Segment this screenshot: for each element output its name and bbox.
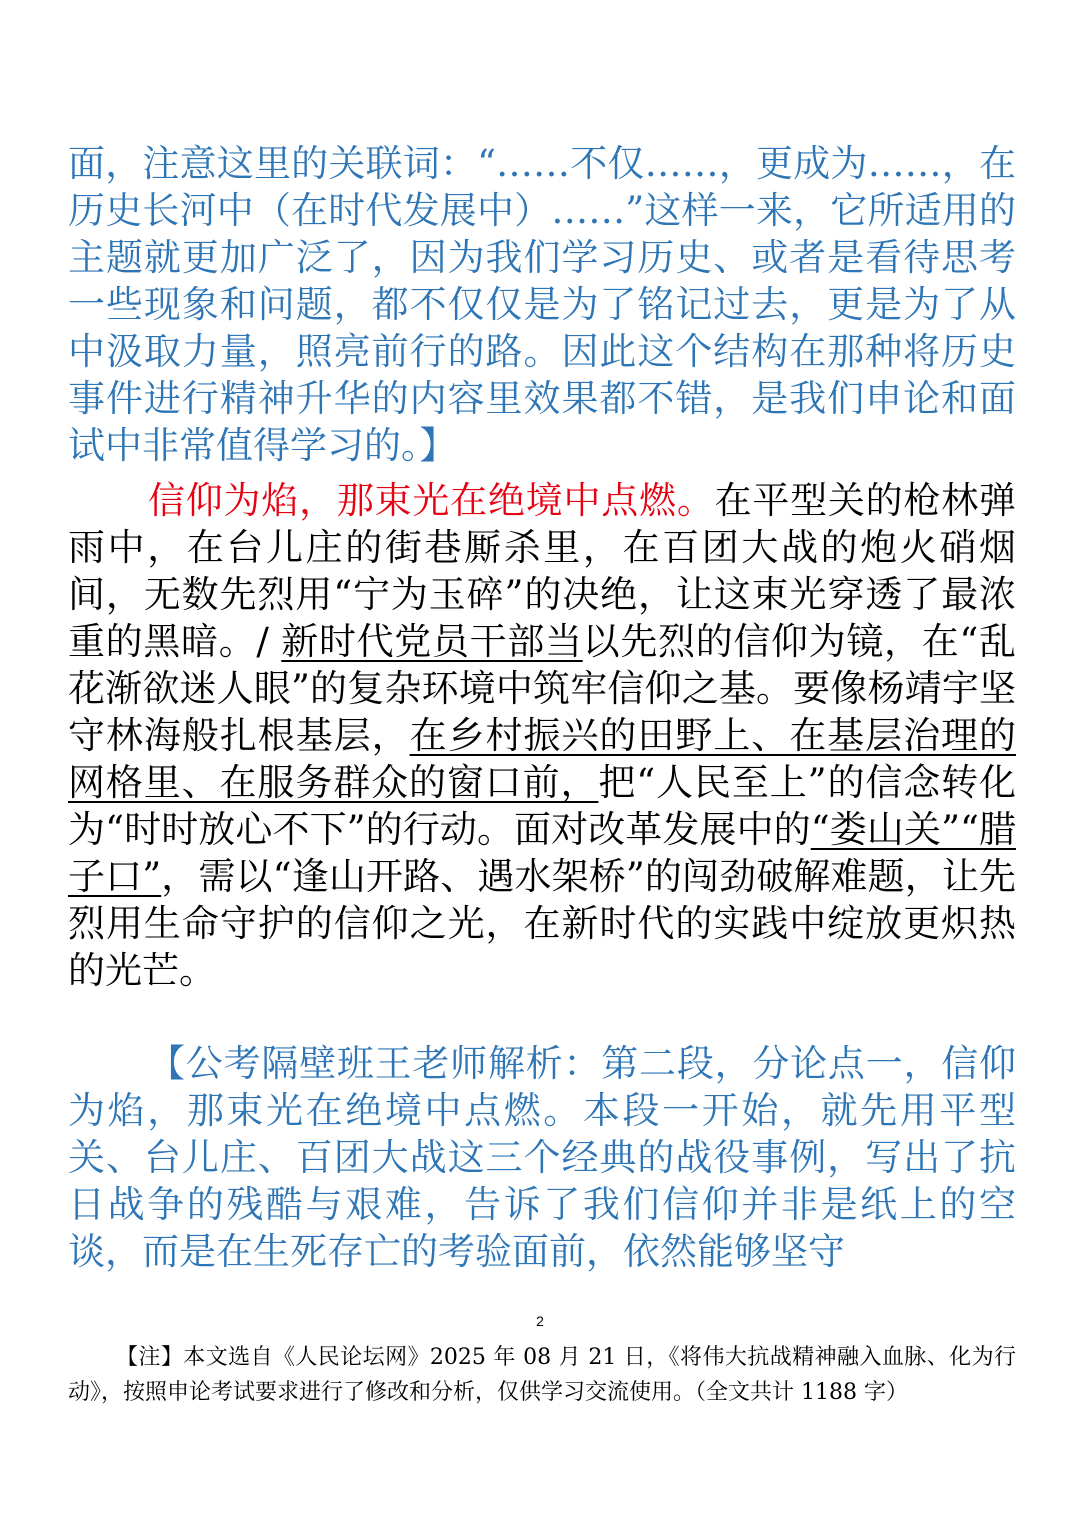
underlined-phrase-c: “娄山关”“腊子口”: [68, 808, 1016, 898]
body-text-a: 在平型关的枪林弹雨中，在台儿庄的街巷厮杀里，在百团大战的炮火硝烟间，无数先烈用“宁为玉碎”的决绝，让这束光穿透了最浓重的黑暗。/: [68, 479, 1017, 663]
body-text-b: 以先烈的信仰为镜，在“乱花渐欲迷人眼”的复杂环境中筑牢信仰之基。要像杨靖宇坚守林海般扎根基层，: [68, 620, 1016, 757]
page-number: 2: [536, 1313, 544, 1329]
footnote: 【注】本文选自《人民论坛网》2025 年 08 月 21 日，《将伟大抗战精神融入血脉、化为行动》，按照申论考试要求进行了修改和分析，仅供学习交流使用。（全文共计 1188 字）: [68, 1345, 1016, 1405]
sub-argument-heading: 信仰为焰，那束光在绝境中点燃。: [148, 479, 715, 522]
analysis-text: 【公考隔壁班王老师解析：第二段，分论点一，信仰为焰，那束光在绝境中点燃。本段一开始，就先用平型关、台儿庄、百团大战这三个经典的战役事例，写出了抗日战争的残酷与艰难，告诉了我们信仰并非是纸上的空谈，而是在生死存亡的考验面前，依然能够坚守: [68, 1042, 1016, 1273]
body-paragraph: [68, 477, 1016, 994]
analysis-paragraph-continued: [68, 140, 1016, 469]
body-text-c: 把“人民至上”的信念转化为“时时放心不下”的行动。面对改革发展中的: [68, 761, 1017, 851]
underlined-phrase-b: 在乡村振兴的田野上、在基层治理的网格里、在服务群众的窗口前，: [68, 714, 1016, 804]
body-text-d: ，需以“逢山开路、遇水架桥”的闯劲破解难题，让先烈用生命守护的信仰之光，在新时代的实践中绽放更炽热的光芒。: [68, 855, 1016, 992]
analysis-paragraph: [68, 1040, 1016, 1275]
underlined-phrase-a: 新时代党员干部当: [281, 620, 583, 663]
analysis-text: 面，注意这里的关联词：“……不仅……，更成为……，在历史长河中（在时代发展中）……”这样一来，它所适用的主题就更加广泛了，因为我们学习历史、或者是看待思考一些现象和问题，都不仅仅是为了铭记过去，更是为了从中汲取力量，照亮前行的路。因此这个结构在那种将历史事件进行精神升华的内容里效果都不错，是我们申论和面试中非常值得学习的。】: [68, 142, 1016, 467]
